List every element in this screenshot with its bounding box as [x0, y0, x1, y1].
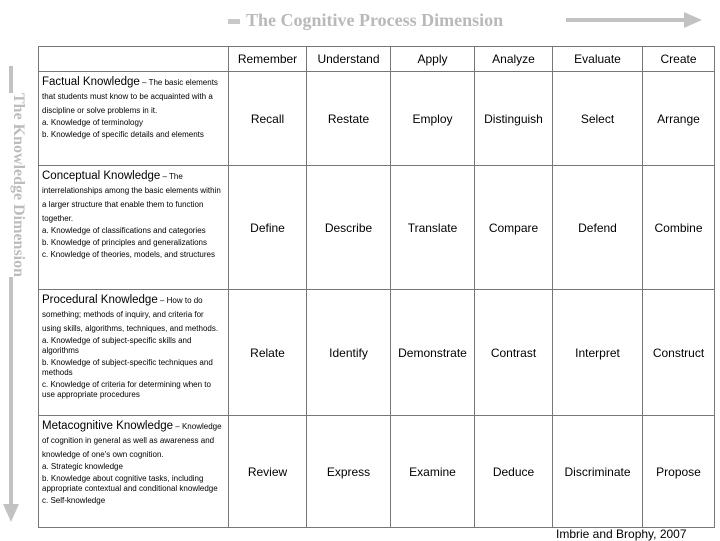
verb-cell: Demonstrate [391, 290, 475, 416]
verb-cell: Employ [391, 72, 475, 166]
verb-cell: Combine [643, 166, 715, 290]
verb-cell: Define [229, 166, 307, 290]
category-name: Metacognitive Knowledge [42, 420, 174, 432]
verb-cell: Examine [391, 416, 475, 528]
verb-cell: Defend [553, 166, 643, 290]
subcategory: c. Knowledge of theories, models, and structures [42, 250, 215, 259]
category-name: Factual Knowledge [42, 76, 140, 88]
column-header: Analyze [475, 47, 553, 72]
citation: Imbrie and Brophy, 2007 [556, 527, 687, 541]
verb-cell: Translate [391, 166, 475, 290]
column-header-row [39, 47, 715, 72]
verb-cell: Arrange [643, 72, 715, 166]
column-header: Create [643, 47, 715, 72]
category-name: Procedural Knowledge [42, 294, 158, 306]
table-row [39, 166, 715, 290]
knowledge-category-cell [39, 416, 229, 528]
verb-cell: Select [553, 72, 643, 166]
table-row [39, 290, 715, 416]
column-header: Evaluate [553, 47, 643, 72]
verb-cell: Interpret [553, 290, 643, 416]
verb-cell: Compare [475, 166, 553, 290]
page-title: The Cognitive Process Dimension [246, 10, 504, 30]
verb-cell: Contrast [475, 290, 553, 416]
subcategory: c. Knowledge of criteria for determining when to use appropriate procedures [42, 380, 211, 399]
column-header: Apply [391, 47, 475, 72]
side-title: The Knowledge Dimension [10, 93, 27, 278]
verb-cell: Relate [229, 290, 307, 416]
verb-cell: Discriminate [553, 416, 643, 528]
knowledge-category-cell [39, 72, 229, 166]
table-row [39, 416, 715, 528]
category-description: – The interrelationships among the basic elements within a larger structure that enable them to function together. [42, 172, 221, 223]
subcategory: b. Knowledge about cognitive tasks, including appropriate contextual and conditional knowledge [42, 474, 218, 493]
verb-cell: Construct [643, 290, 715, 416]
subcategory: b. Knowledge of subject-specific techniques and methods [42, 358, 213, 377]
column-header: Understand [307, 47, 391, 72]
verb-cell: Recall [229, 72, 307, 166]
subcategory: b. Knowledge of specific details and elements [42, 130, 204, 139]
taxonomy-table [38, 46, 715, 528]
verb-cell: Deduce [475, 416, 553, 528]
column-header: Remember [229, 47, 307, 72]
verb-cell: Describe [307, 166, 391, 290]
verb-cell: Identify [307, 290, 391, 416]
verb-cell: Propose [643, 416, 715, 528]
verb-cell: Review [229, 416, 307, 528]
right-arrow-icon [566, 10, 706, 30]
table-row [39, 72, 715, 166]
category-description: – Knowledge of cognition in general as well as awareness and knowledge of one's own cognition. [42, 422, 222, 459]
subcategory: b. Knowledge of principles and generalizations [42, 238, 207, 247]
subcategory: a. Knowledge of classifications and categories [42, 226, 206, 235]
side-title-container [5, 93, 27, 313]
subcategory: a. Knowledge of terminology [42, 118, 143, 127]
category-name: Conceptual Knowledge [42, 170, 161, 182]
knowledge-category-cell [39, 166, 229, 290]
verb-cell: Restate [307, 72, 391, 166]
knowledge-category-cell [39, 290, 229, 416]
subcategory: c. Self-knowledge [42, 496, 106, 505]
title-bar-decoration [228, 19, 240, 24]
corner-cell [39, 47, 229, 72]
category-description: – How to do something; methods of inquiry, and criteria for using skills, algorithms, techniques, and methods. [42, 296, 219, 333]
subcategory: a. Knowledge of subject-specific skills and algorithms [42, 336, 192, 355]
verb-cell: Express [307, 416, 391, 528]
subcategory: a. Strategic knowledge [42, 462, 123, 471]
category-description: – The basic elements that students must know to be acquainted with a discipline or solve problems in it. [42, 78, 218, 115]
verb-cell: Distinguish [475, 72, 553, 166]
